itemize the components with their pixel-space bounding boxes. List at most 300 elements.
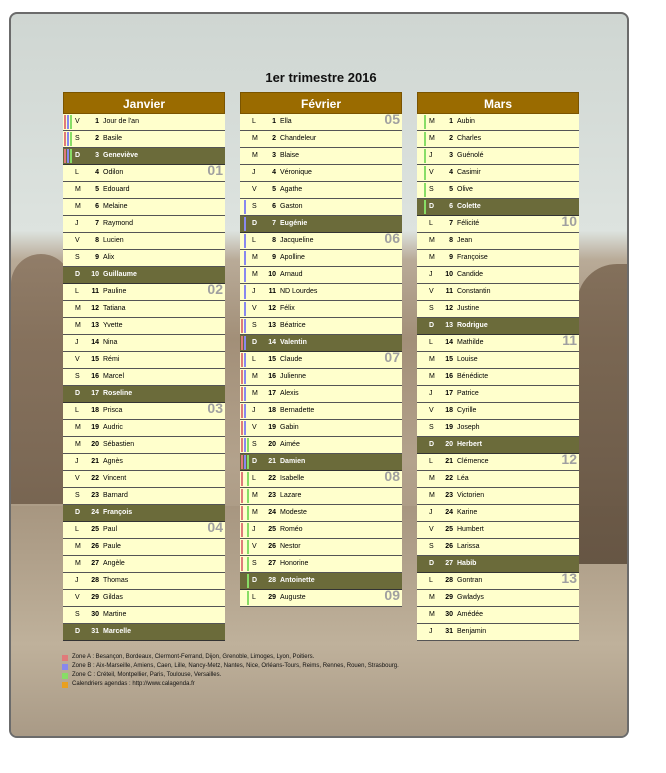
day-row xyxy=(417,369,579,386)
day-row xyxy=(417,420,579,437)
day-row xyxy=(240,284,402,301)
weekday-letter: D xyxy=(75,271,81,278)
day-row xyxy=(240,454,402,471)
weekday-letter: J xyxy=(429,628,433,635)
zone-a-holiday-marker xyxy=(241,489,243,503)
zone-b-holiday-marker xyxy=(244,217,246,231)
week-number: 10 xyxy=(561,213,577,229)
day-number: 25 xyxy=(445,526,453,533)
day-number: 4 xyxy=(272,169,276,176)
weekday-letter: J xyxy=(75,220,79,227)
saint-name: Rémi xyxy=(103,356,120,363)
weekday-letter: M xyxy=(252,152,258,159)
saint-name: Antoinette xyxy=(280,577,315,584)
background-ruin-right xyxy=(577,264,627,564)
zone-b-holiday-marker xyxy=(244,455,246,469)
saint-name: Colette xyxy=(457,203,481,210)
weekday-letter: L xyxy=(252,118,256,125)
day-number: 28 xyxy=(445,577,453,584)
day-number: 30 xyxy=(91,611,99,618)
day-number: 5 xyxy=(449,186,453,193)
zone-c-holiday-marker xyxy=(247,438,249,452)
day-number: 5 xyxy=(272,186,276,193)
day-number: 2 xyxy=(272,135,276,142)
day-row xyxy=(240,111,402,131)
weekday-letter: V xyxy=(75,356,80,363)
legend-label: Zone B : Aix-Marseille, Amiens, Caen, Lille, Nancy-Metz, Nantes, Nice, Orléans-Tours, Reims, Rennes, Rouen, Strasbourg. xyxy=(72,663,399,669)
saint-name: Damien xyxy=(280,458,306,465)
day-row xyxy=(63,369,225,386)
day-number: 24 xyxy=(91,509,99,516)
day-row xyxy=(63,199,225,216)
day-number: 21 xyxy=(268,458,276,465)
weekday-letter: S xyxy=(429,543,434,550)
day-number: 14 xyxy=(91,339,99,346)
day-row xyxy=(240,216,402,233)
saint-name: François xyxy=(103,509,133,516)
weekday-letter: J xyxy=(429,390,433,397)
weekday-letter: J xyxy=(252,407,256,414)
saint-name: Guillaume xyxy=(103,271,137,278)
weekday-letter: D xyxy=(252,220,258,227)
zone-c-holiday-marker xyxy=(247,574,249,588)
day-number: 30 xyxy=(445,611,453,618)
zone-a-holiday-marker xyxy=(241,455,243,469)
weekday-letter: M xyxy=(75,424,81,431)
day-row xyxy=(63,624,225,641)
saint-name: Aimée xyxy=(280,441,300,448)
day-row xyxy=(417,539,579,556)
saint-name: Benjamin xyxy=(457,628,487,635)
day-row xyxy=(63,281,225,301)
day-number: 20 xyxy=(91,441,99,448)
saint-name: Gwladys xyxy=(457,594,484,601)
zone-a-swatch-icon xyxy=(62,655,68,661)
day-list xyxy=(417,114,579,641)
day-row xyxy=(240,556,402,573)
weekday-letter: L xyxy=(75,169,79,176)
zone-a-holiday-marker xyxy=(241,404,243,418)
zone-a-holiday-marker xyxy=(241,557,243,571)
saint-name: Marcelle xyxy=(103,628,132,635)
day-row xyxy=(63,318,225,335)
day-row xyxy=(63,488,225,505)
week-number: 04 xyxy=(207,519,223,535)
day-number: 9 xyxy=(272,254,276,261)
weekday-letter: M xyxy=(252,373,258,380)
saint-name: Chandeleur xyxy=(280,135,317,142)
day-number: 17 xyxy=(445,390,453,397)
zone-c-holiday-marker xyxy=(70,115,72,129)
day-row xyxy=(240,318,402,335)
day-row xyxy=(63,335,225,352)
saint-name: Sébastien xyxy=(103,441,135,448)
zone-a-holiday-marker xyxy=(241,472,243,486)
weekday-letter: V xyxy=(75,475,80,482)
day-number: 1 xyxy=(449,118,453,125)
legend-row-website[interactable] xyxy=(62,680,399,689)
day-row xyxy=(417,607,579,624)
day-number: 25 xyxy=(91,526,99,533)
zone-b-holiday-marker xyxy=(244,370,246,384)
day-row xyxy=(417,403,579,420)
saint-name: Charles xyxy=(457,135,482,142)
weekday-letter: V xyxy=(75,118,80,125)
weekday-letter: M xyxy=(252,390,258,397)
zone-a-holiday-marker xyxy=(241,506,243,520)
saint-name: Gildas xyxy=(103,594,123,601)
month-header: Janvier xyxy=(63,92,225,114)
weekday-letter: V xyxy=(252,305,257,312)
weekday-letter: M xyxy=(252,509,258,516)
saint-name: Larissa xyxy=(457,543,480,550)
day-list xyxy=(63,114,225,641)
day-number: 25 xyxy=(268,526,276,533)
day-row xyxy=(240,182,402,199)
day-number: 27 xyxy=(268,560,276,567)
zone-c-holiday-marker xyxy=(247,455,249,469)
saint-name: Basile xyxy=(103,135,123,142)
saint-name: Jacqueline xyxy=(280,237,314,244)
week-number: 07 xyxy=(384,349,400,365)
zone-b-holiday-marker xyxy=(244,234,246,248)
saint-name: Lazare xyxy=(280,492,302,499)
saint-name: Angèle xyxy=(103,560,125,567)
zone-b-holiday-marker xyxy=(67,115,69,129)
weekday-letter: V xyxy=(429,169,434,176)
weekday-letter: M xyxy=(429,254,435,261)
day-number: 24 xyxy=(445,509,453,516)
legend-row-zone-b xyxy=(62,662,399,671)
saint-name: Constantin xyxy=(457,288,491,295)
saint-name: Nina xyxy=(103,339,118,346)
zone-b-holiday-marker xyxy=(244,387,246,401)
saint-name: Amédée xyxy=(457,611,484,618)
day-number: 22 xyxy=(268,475,276,482)
day-number: 4 xyxy=(95,169,99,176)
weekday-letter: M xyxy=(429,135,435,142)
day-row xyxy=(63,539,225,556)
weekday-letter: V xyxy=(252,424,257,431)
saint-name: Vincent xyxy=(103,475,127,482)
saint-name: Patrice xyxy=(457,390,479,397)
day-row xyxy=(417,131,579,148)
day-number: 16 xyxy=(91,373,99,380)
saint-name: Yvette xyxy=(103,322,123,329)
day-number: 17 xyxy=(268,390,276,397)
day-number: 10 xyxy=(91,271,99,278)
zone-c-holiday-marker xyxy=(247,506,249,520)
day-row xyxy=(63,590,225,607)
zone-c-holiday-marker xyxy=(247,591,249,605)
day-row xyxy=(417,148,579,165)
day-number: 6 xyxy=(449,203,453,210)
day-number: 13 xyxy=(91,322,99,329)
day-row xyxy=(240,267,402,284)
zone-c-holiday-marker xyxy=(247,557,249,571)
weekday-letter: D xyxy=(75,628,81,635)
day-row xyxy=(417,284,579,301)
day-number: 4 xyxy=(449,169,453,176)
zone-b-holiday-marker xyxy=(244,200,246,214)
day-number: 10 xyxy=(445,271,453,278)
day-row xyxy=(417,250,579,267)
zone-c-holiday-marker xyxy=(247,540,249,554)
day-number: 29 xyxy=(268,594,276,601)
day-number: 29 xyxy=(91,594,99,601)
day-row xyxy=(63,131,225,148)
weekday-letter: L xyxy=(429,220,433,227)
day-number: 18 xyxy=(268,407,276,414)
saint-name: Alix xyxy=(103,254,115,261)
weekday-letter: V xyxy=(252,186,257,193)
weekday-letter: L xyxy=(429,458,433,465)
saint-name: Véronique xyxy=(280,169,312,176)
weekday-letter: D xyxy=(252,458,258,465)
day-number: 15 xyxy=(268,356,276,363)
saint-name: Mathilde xyxy=(457,339,484,346)
zone-b-holiday-marker xyxy=(244,319,246,333)
day-number: 27 xyxy=(445,560,453,567)
day-number: 23 xyxy=(445,492,453,499)
day-number: 21 xyxy=(445,458,453,465)
day-row xyxy=(63,607,225,624)
day-row xyxy=(417,114,579,131)
day-number: 7 xyxy=(449,220,453,227)
weekday-letter: S xyxy=(252,441,257,448)
day-row xyxy=(240,199,402,216)
day-row xyxy=(240,488,402,505)
weekday-letter: S xyxy=(252,322,257,329)
zone-b-holiday-marker xyxy=(67,149,69,163)
weekday-letter: V xyxy=(429,407,434,414)
day-number: 2 xyxy=(95,135,99,142)
day-row xyxy=(63,437,225,454)
day-row xyxy=(240,250,402,267)
day-number: 15 xyxy=(91,356,99,363)
day-number: 16 xyxy=(268,373,276,380)
day-number: 13 xyxy=(445,322,453,329)
day-row xyxy=(63,267,225,284)
weekday-letter: S xyxy=(252,560,257,567)
day-row xyxy=(417,488,579,505)
saint-name: Auguste xyxy=(280,594,306,601)
saint-name: Martine xyxy=(103,611,127,618)
day-row xyxy=(417,182,579,199)
weekday-letter: L xyxy=(429,339,433,346)
weekday-letter: M xyxy=(75,441,81,448)
weekday-letter: J xyxy=(252,169,256,176)
zone-c-holiday-marker xyxy=(424,115,426,129)
saint-name: ND Lourdes xyxy=(280,288,318,295)
weekday-letter: M xyxy=(252,135,258,142)
day-row xyxy=(417,505,579,522)
day-row xyxy=(417,352,579,369)
day-row xyxy=(63,301,225,318)
day-number: 10 xyxy=(268,271,276,278)
day-list xyxy=(240,111,402,607)
weekday-letter: S xyxy=(429,305,434,312)
weekday-letter: D xyxy=(75,152,81,159)
saint-name: Apolline xyxy=(280,254,305,261)
day-row xyxy=(417,332,579,352)
saint-name: Habib xyxy=(457,560,477,567)
zone-c-holiday-marker xyxy=(424,132,426,146)
weekday-letter: S xyxy=(252,203,257,210)
zone-b-holiday-marker xyxy=(244,353,246,367)
weekday-letter: D xyxy=(429,322,435,329)
saint-name: Ella xyxy=(280,118,292,125)
saint-name: Barnard xyxy=(103,492,128,499)
website-link[interactable]: Calendriers agendas : http://www.calagenda.fr xyxy=(72,681,195,687)
month-column-fevrier xyxy=(240,92,402,607)
zone-c-holiday-marker xyxy=(70,132,72,146)
weekday-letter: M xyxy=(429,475,435,482)
saint-name: Edouard xyxy=(103,186,130,193)
day-row xyxy=(63,182,225,199)
weekday-letter: M xyxy=(429,237,435,244)
saint-name: Agathe xyxy=(280,186,303,193)
day-row xyxy=(240,301,402,318)
week-number: 03 xyxy=(207,400,223,416)
saint-name: Jour de l'an xyxy=(103,118,139,125)
day-number: 12 xyxy=(268,305,276,312)
month-header: Février xyxy=(240,92,402,114)
zone-c-holiday-marker xyxy=(424,183,426,197)
weekday-letter: V xyxy=(429,526,434,533)
zone-c-holiday-marker xyxy=(424,149,426,163)
day-row xyxy=(63,471,225,488)
saint-name: Agnès xyxy=(103,458,123,465)
weekday-letter: V xyxy=(75,594,80,601)
weekday-letter: S xyxy=(75,373,80,380)
zone-a-holiday-marker xyxy=(241,438,243,452)
saint-name: Honorine xyxy=(280,560,309,567)
weekday-letter: V xyxy=(75,237,80,244)
zone-b-holiday-marker xyxy=(244,285,246,299)
day-number: 14 xyxy=(268,339,276,346)
day-row xyxy=(240,131,402,148)
saint-name: Rodrigue xyxy=(457,322,488,329)
day-row xyxy=(240,522,402,539)
weekday-letter: M xyxy=(75,305,81,312)
saint-name: Bénédicte xyxy=(457,373,489,380)
weekday-letter: D xyxy=(429,560,435,567)
day-row xyxy=(417,318,579,335)
saint-name: Paule xyxy=(103,543,121,550)
calendar-title: 1er trimestre 2016 xyxy=(265,70,377,85)
day-number: 17 xyxy=(91,390,99,397)
saint-name: Humbert xyxy=(457,526,484,533)
zone-c-holiday-marker xyxy=(424,166,426,180)
day-row xyxy=(63,420,225,437)
saint-name: Roméo xyxy=(280,526,303,533)
background-ruin-left xyxy=(11,254,71,504)
zone-c-holiday-marker xyxy=(247,489,249,503)
day-row xyxy=(417,267,579,284)
day-number: 1 xyxy=(95,118,99,125)
saint-name: Herbert xyxy=(457,441,482,448)
day-row xyxy=(417,301,579,318)
zone-b-holiday-marker xyxy=(244,268,246,282)
saint-name: Karine xyxy=(457,509,478,516)
day-row xyxy=(417,437,579,454)
weekday-letter: M xyxy=(429,611,435,618)
weekday-letter: J xyxy=(75,339,79,346)
zone-a-holiday-marker xyxy=(241,540,243,554)
zone-legend xyxy=(62,653,399,689)
day-row xyxy=(417,590,579,607)
zone-a-holiday-marker xyxy=(241,523,243,537)
day-number: 14 xyxy=(445,339,453,346)
day-row xyxy=(63,352,225,369)
weekday-letter: M xyxy=(429,356,435,363)
day-row xyxy=(417,386,579,403)
day-row xyxy=(63,233,225,250)
saint-name: Odilon xyxy=(103,169,124,176)
saint-name: Marcel xyxy=(103,373,125,380)
day-number: 18 xyxy=(445,407,453,414)
day-number: 12 xyxy=(91,305,99,312)
saint-name: Geneviève xyxy=(103,152,139,159)
day-row xyxy=(417,522,579,539)
weekday-letter: L xyxy=(75,407,79,414)
day-number: 8 xyxy=(449,237,453,244)
weekday-letter: D xyxy=(75,390,81,397)
day-number: 26 xyxy=(268,543,276,550)
weekday-letter: S xyxy=(75,492,80,499)
weekday-letter: D xyxy=(252,577,258,584)
weekday-letter: D xyxy=(75,509,81,516)
week-number: 08 xyxy=(384,468,400,484)
saint-name: Casimir xyxy=(457,169,481,176)
day-row xyxy=(63,114,225,131)
day-number: 20 xyxy=(445,441,453,448)
day-row xyxy=(63,505,225,522)
day-row xyxy=(240,349,402,369)
weekday-letter: V xyxy=(429,288,434,295)
day-number: 20 xyxy=(268,441,276,448)
calendar-frame xyxy=(9,12,629,738)
zone-a-holiday-marker xyxy=(241,353,243,367)
weekday-letter: J xyxy=(429,509,433,516)
zone-a-holiday-marker xyxy=(241,387,243,401)
day-number: 28 xyxy=(91,577,99,584)
saint-name: Modeste xyxy=(280,509,307,516)
legend-label: Zone C : Créteil, Montpellier, Paris, Toulouse, Versailles. xyxy=(72,672,222,678)
weekday-letter: M xyxy=(75,543,81,550)
day-number: 26 xyxy=(91,543,99,550)
weekday-letter: M xyxy=(75,322,81,329)
zone-a-holiday-marker xyxy=(241,319,243,333)
weekday-letter: J xyxy=(75,577,79,584)
legend-row-zone-a xyxy=(62,653,399,662)
saint-name: Arnaud xyxy=(280,271,303,278)
zone-a-holiday-marker xyxy=(64,115,66,129)
saint-name: Pauline xyxy=(103,288,127,295)
saint-name: Félix xyxy=(280,305,295,312)
day-row xyxy=(63,386,225,403)
day-row xyxy=(240,505,402,522)
day-number: 2 xyxy=(449,135,453,142)
week-number: 09 xyxy=(384,587,400,603)
weekday-letter: V xyxy=(252,543,257,550)
day-row xyxy=(240,573,402,590)
day-row xyxy=(240,369,402,386)
day-row xyxy=(417,556,579,573)
day-number: 24 xyxy=(268,509,276,516)
day-number: 26 xyxy=(445,543,453,550)
